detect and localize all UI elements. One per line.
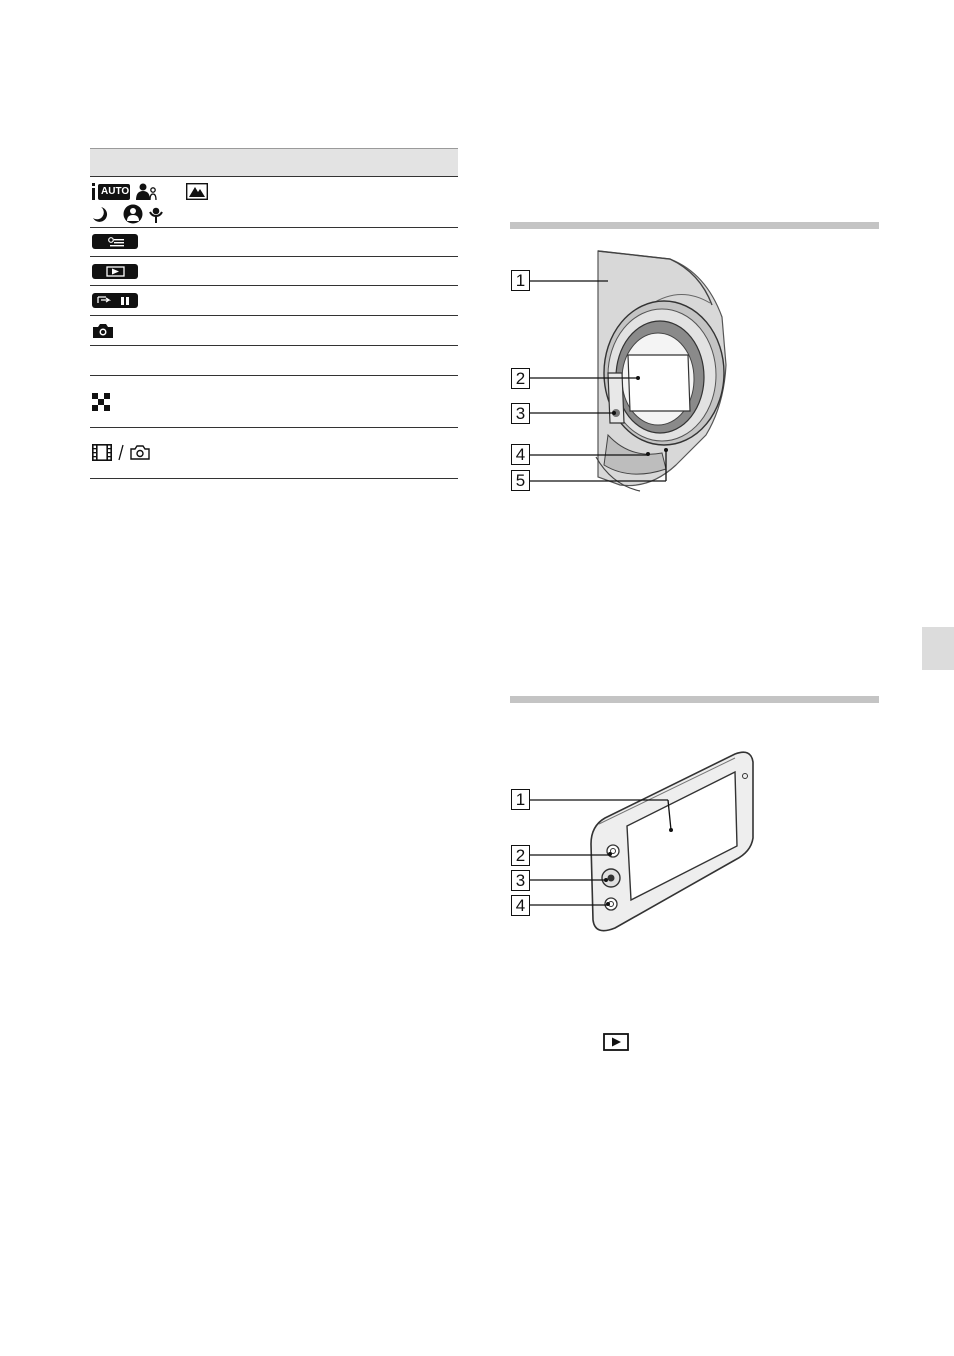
table-row-index xyxy=(90,376,458,428)
night-icon xyxy=(92,206,109,223)
callout-front-4: 4 xyxy=(511,444,530,465)
table-header xyxy=(90,148,458,177)
camera-icon xyxy=(92,323,114,339)
iauto-label: AUTO xyxy=(101,186,130,197)
callout-lcd-2: 2 xyxy=(511,845,530,866)
table-row-photo xyxy=(90,316,458,346)
play-icon xyxy=(92,264,138,279)
callout-front-5: 5 xyxy=(511,470,530,491)
film-icon xyxy=(92,444,112,461)
callout-lcd-1: 1 xyxy=(511,789,530,810)
camera-small-icon xyxy=(130,445,150,460)
table-row-mode xyxy=(90,428,458,479)
callout-lcd-4: 4 xyxy=(511,895,530,916)
play-inline-icon xyxy=(603,1033,629,1051)
option-icon xyxy=(92,234,138,249)
macro-icon xyxy=(149,206,163,223)
table-row-option xyxy=(90,228,458,257)
slash-divider xyxy=(118,444,124,461)
callout-lines-lcd xyxy=(530,790,680,920)
section-rule-lcd xyxy=(510,696,879,703)
table-row-playback xyxy=(90,257,458,286)
portrait-icon xyxy=(136,183,158,200)
side-tab xyxy=(922,627,954,670)
playback-pause-icon xyxy=(92,293,138,308)
section-rule-front xyxy=(510,222,879,229)
callout-lines-front xyxy=(530,270,680,490)
backlight-portrait-icon xyxy=(123,204,143,224)
callout-front-1: 1 xyxy=(511,270,530,291)
landscape-icon xyxy=(186,183,208,200)
table-row-scene xyxy=(90,177,458,228)
index-grid-icon xyxy=(92,393,110,411)
callout-lcd-3: 3 xyxy=(511,870,530,891)
callout-front-3: 3 xyxy=(511,403,530,424)
table-row-blank xyxy=(90,346,458,376)
table-row-playpause xyxy=(90,286,458,316)
callout-front-2: 2 xyxy=(511,368,530,389)
icon-table xyxy=(90,148,458,479)
